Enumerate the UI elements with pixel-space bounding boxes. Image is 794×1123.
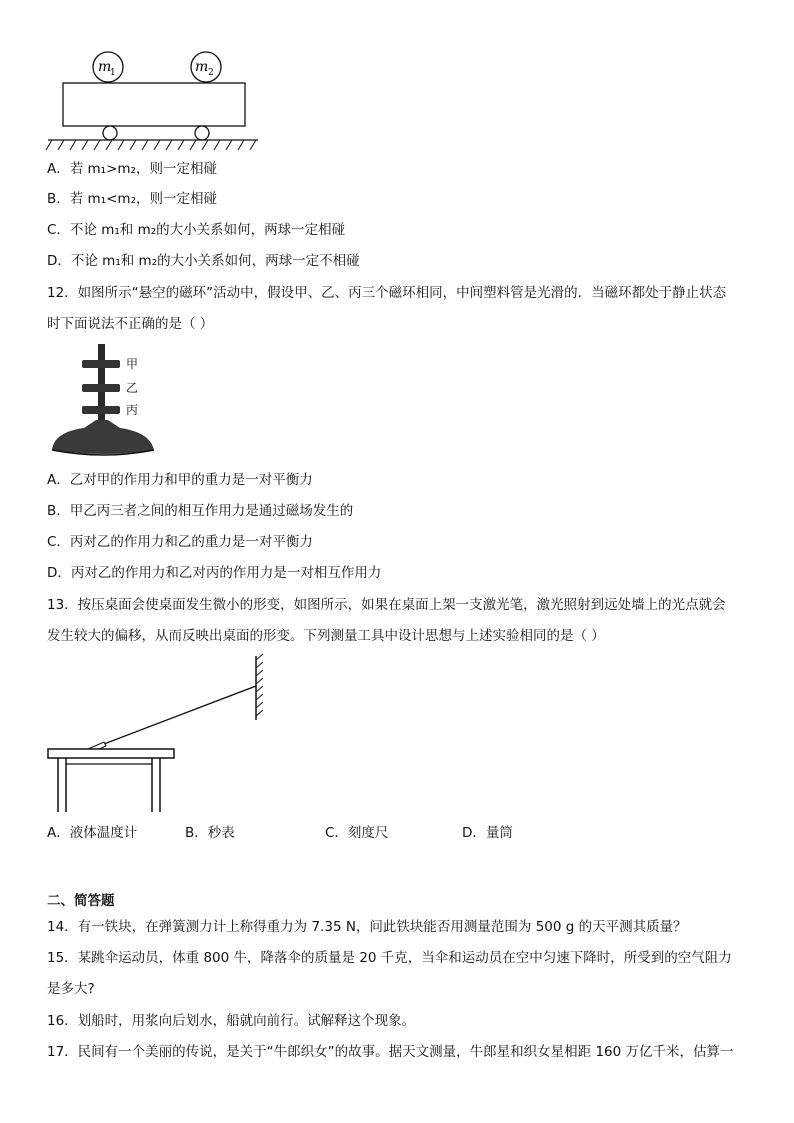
q15-line1: 15．某跳伞运动员，体重 800 牛，降落伞的质量是 20 千克，当伞和运动员在空中匀速下降时，所受到的空气阻力 (47, 950, 732, 966)
cart-diagram (44, 46, 274, 156)
q13-stem-line2: 发生较大的偏移，从而反映出桌面的形变。下列测量工具中设计思想与上述实验相同的是（ ） (47, 628, 605, 644)
q12-stem-line2: 时下面说法不正确的是（ ） (47, 316, 214, 332)
label-yi: 乙 (126, 381, 139, 395)
wheel-right (195, 126, 209, 140)
m1-label: m (98, 59, 112, 75)
label-jia: 甲 (126, 357, 139, 371)
wall-hatch (256, 654, 263, 716)
q16-text: 16．划船时，用浆向后划水，船就向前行。试解释这个现象。 (47, 1013, 416, 1029)
q12-option-c: C．丙对乙的作用力和乙的重力是一对平衡力 (47, 534, 313, 550)
magnet-rings-diagram (44, 340, 164, 460)
m2-sub: 2 (208, 68, 214, 78)
stand-base (52, 420, 154, 454)
q15-line2: 是多大? (47, 981, 95, 997)
q12-option-a: A．乙对甲的作用力和甲的重力是一对平衡力 (47, 472, 313, 488)
laser-table-figure (44, 652, 274, 817)
cart-body (63, 83, 245, 126)
ground-hatch (46, 140, 256, 150)
q13-option-a: A．液体温度计 (47, 825, 138, 841)
ring-yi (82, 384, 120, 392)
cart-figure (44, 46, 274, 156)
m1-sub: 1 (110, 68, 116, 78)
q13-option-c: C．刻度尺 (325, 825, 389, 841)
label-bing: 丙 (126, 403, 139, 417)
ring-jia (82, 360, 120, 368)
wheel-left (103, 126, 117, 140)
q12-stem-line1: 12．如图所示“悬空的磁环”活动中，假设甲、乙、丙三个磁环相同，中间塑料管是光滑的．当磁环都处于静止状态 (47, 285, 727, 301)
magnet-rings-figure (44, 340, 164, 460)
q11-option-c: C．不论 m₁和 m₂的大小关系如何，两球一定相碰 (47, 222, 346, 238)
q13-stem-line1: 13．按压桌面会使桌面发生微小的形变，如图所示，如果在桌面上架一支激光笔，激光照射到远处墙上的光点就会 (47, 597, 726, 613)
m2-label: m (195, 59, 209, 75)
ring-bing (82, 406, 120, 414)
q12-option-d: D．丙对乙的作用力和乙对丙的作用力是一对相互作用力 (47, 565, 382, 581)
section-title: 二、简答题 (47, 893, 115, 909)
q12-option-b: B．甲乙丙三者之间的相互作用力是通过磁场发生的 (47, 503, 354, 519)
q13-option-b: B．秒表 (185, 825, 235, 841)
q14-text: 14．有一铁块，在弹簧测力计上称得重力为 7.35 N，问此铁块能否用测量范围为 500 g 的天平测其质量？ (47, 919, 687, 935)
laser-beam (104, 686, 256, 744)
laser-table-diagram (44, 652, 274, 817)
q17-text: 17．民间有一个美丽的传说，是关于“牛郎织女”的故事。据天文测量，牛郎星和织女星相距 160 万亿千米，估算一 (47, 1044, 734, 1060)
table-top (48, 749, 174, 758)
q13-option-d: D．量筒 (462, 825, 513, 841)
q11-option-b: B．若 m₁<m₂，则一定相碰 (47, 191, 217, 207)
q11-option-a: A．若 m₁>m₂，则一定相碰 (47, 161, 217, 177)
q11-option-d: D．不论 m₁和 m₂的大小关系如何，两球一定不相碰 (47, 253, 360, 269)
